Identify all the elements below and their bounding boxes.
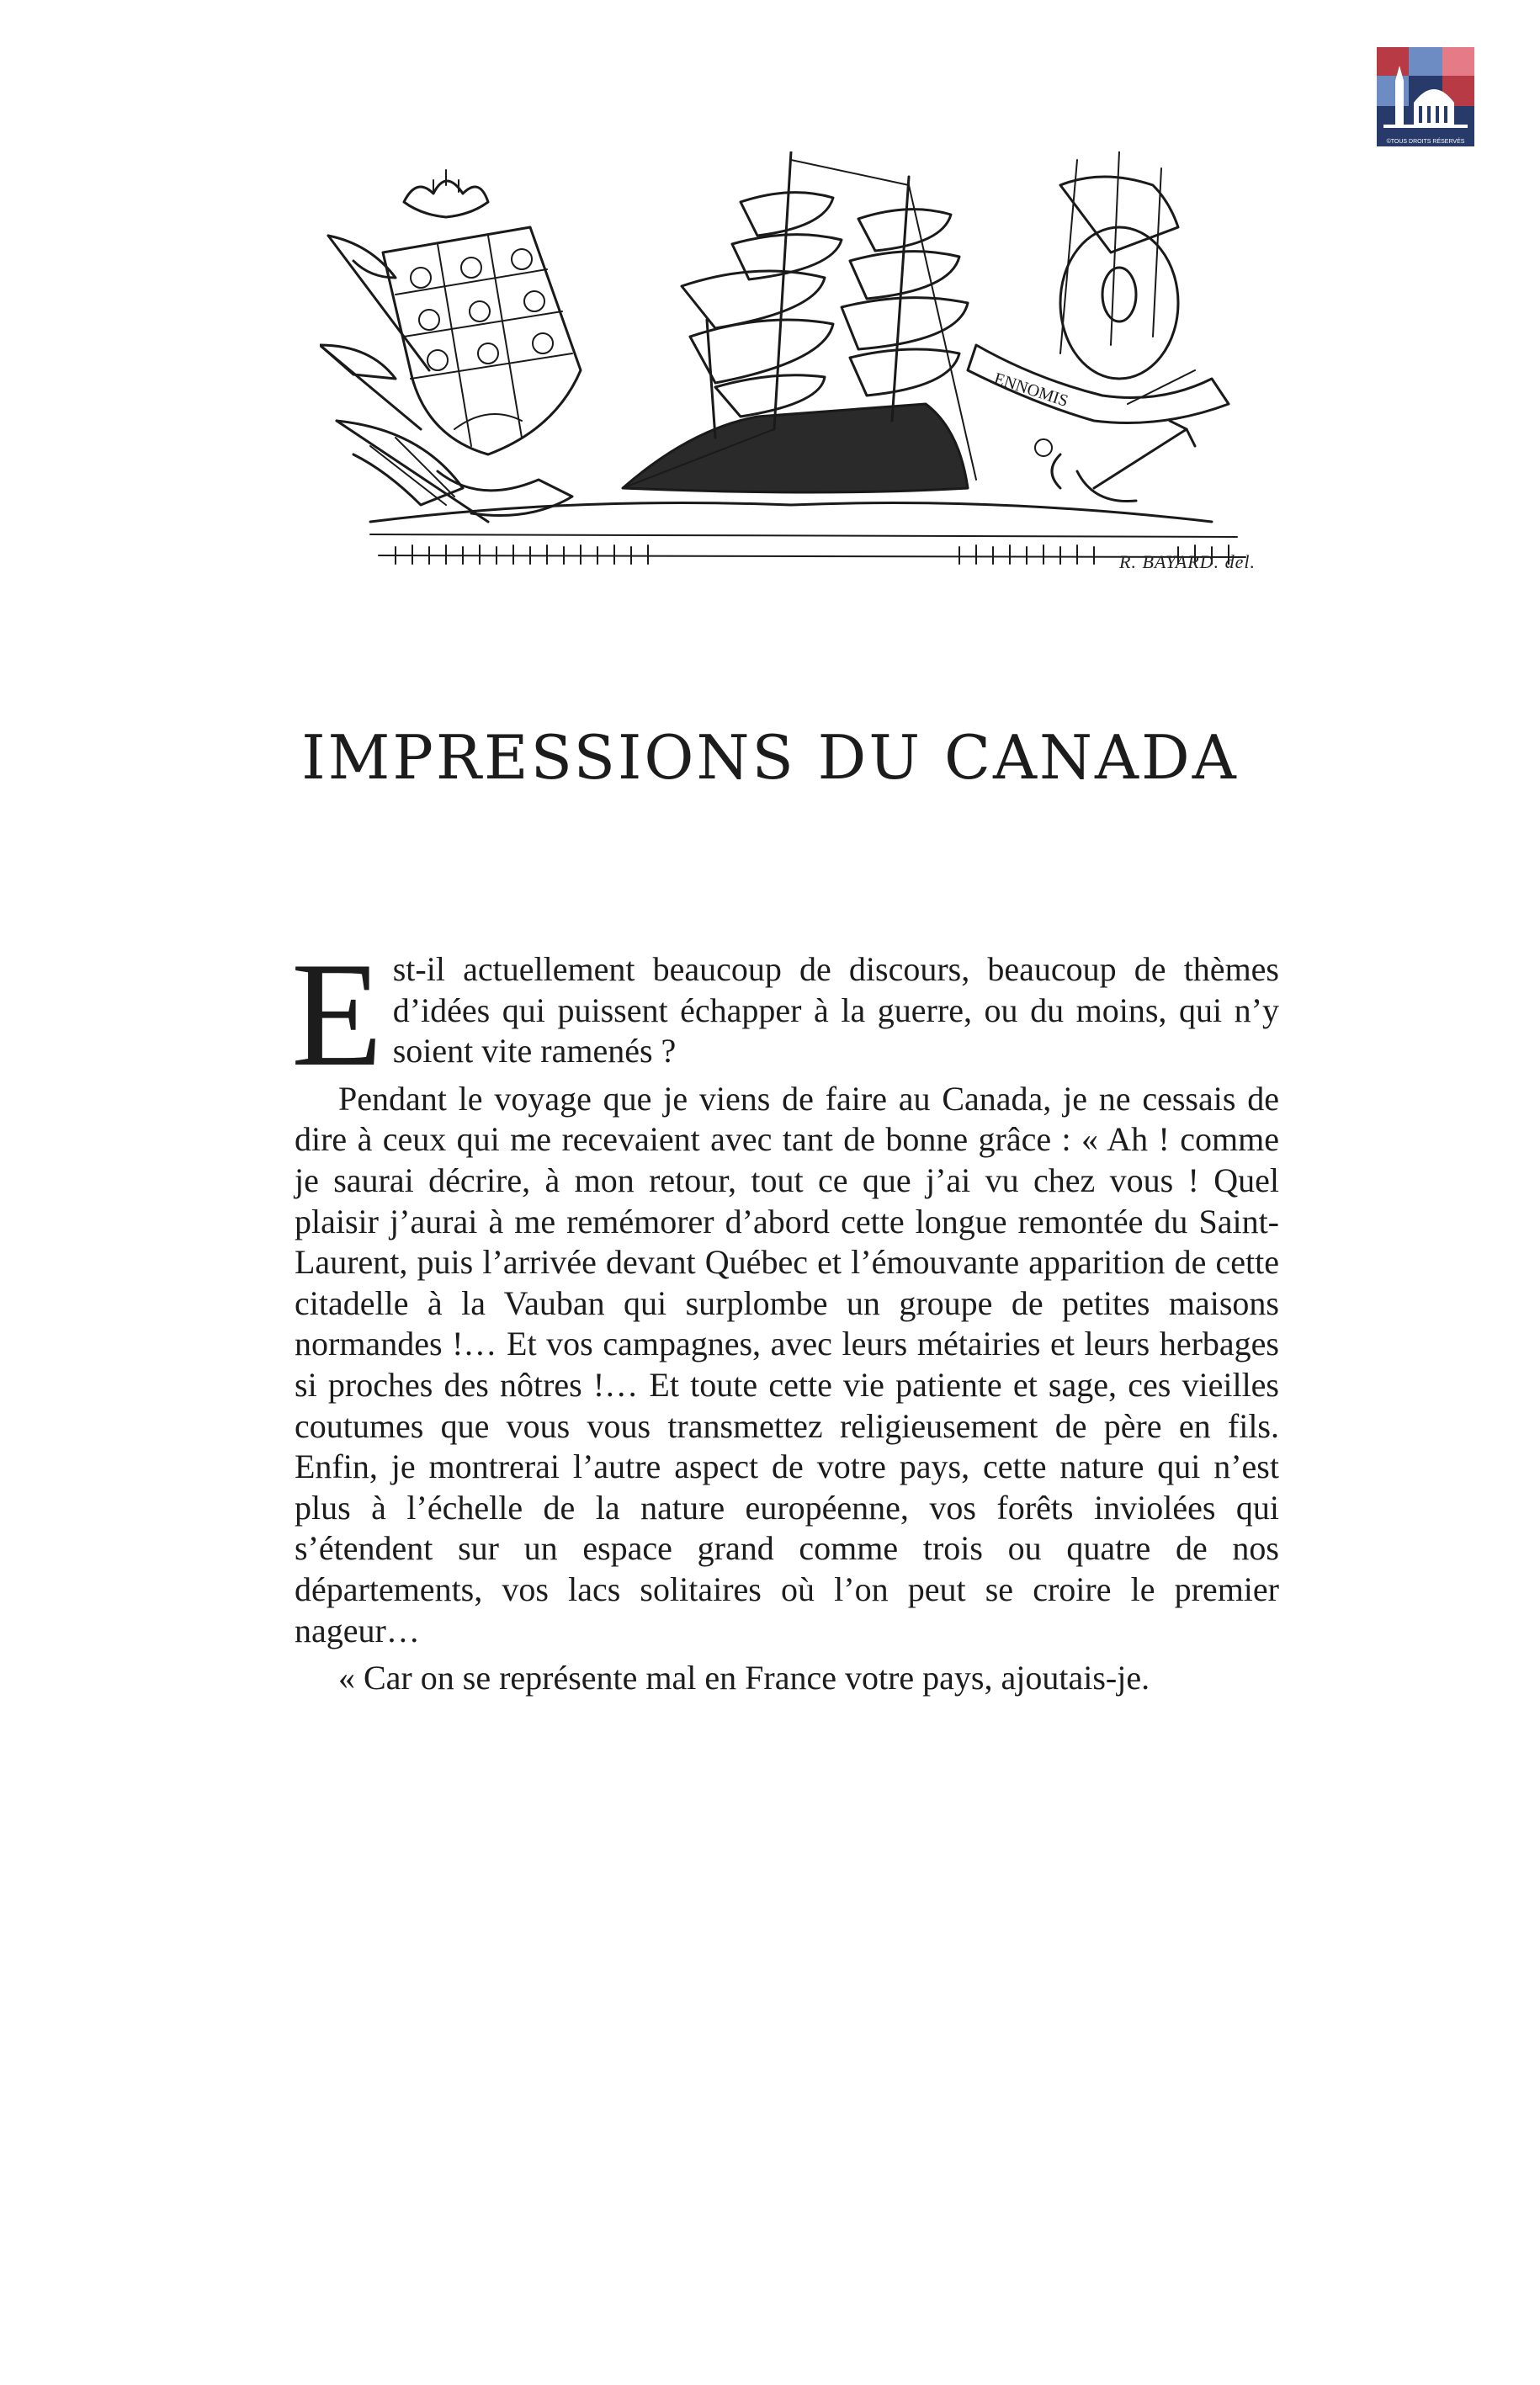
paragraph-1 — [291, 931, 1279, 1097]
logo-caption: ©TOUS DROITS RÉSERVÉS — [1386, 139, 1465, 145]
publisher-logo — [1377, 47, 1474, 146]
coat-of-arms — [383, 170, 581, 516]
drop-cap: E — [291, 931, 383, 1097]
chapter-title: IMPRESSIONS DU CANADA — [301, 722, 1239, 793]
sea-waves — [370, 503, 1245, 565]
paragraph-3: « Car on se représente mal en France votre pays, ajoutais-je. — [338, 1659, 1150, 1697]
header-illustration — [320, 151, 1271, 581]
body-text — [291, 931, 1279, 1699]
left-flags — [320, 236, 488, 522]
right-banner — [968, 151, 1229, 423]
paragraph-2: Pendant le voyage que je viens de faire au Canada, je ne cessais de dire à ceux qui me recevaient avec tant de bonne grâce : « Ah ! comme je saurai décrire, à mon retour, tout ce que j’ai vu chez vous ! Quel plaisir j’aurai à me remémorer d’abord cette longue remontée du Saint-Laurent, puis l’arrivée devant Québec et l’émouvante apparition de cette citadelle à la Vauban qui surplombe un groupe de petites maisons normandes !… Et vos campagnes, avec leurs métairies et leurs herbages si proches des nôtres !… Et toute cette vie patiente et sage, ces vieilles coutumes que vous vous transmettez religieusement de père en fils. Enfin, je montrerai l’autre aspect de votre pays, cette nature qui n’est plus à l’échelle de la nature européenne, vos forêts inviolées qui s’étendent sur un espace grand comme trois ou quatre de nos départements, vos lacs solitaires où l’on peut se croire le premier nageur… — [295, 1079, 1279, 1649]
sailing-ship — [623, 151, 976, 492]
paragraph-1-text: st-il actuellement beaucoup de discours, beaucoup de thèmes d’idées qui puissent échapper à la guerre, ou du moins, qui n’y soient vite ramenés ? — [392, 950, 1279, 1070]
banner-text: ENNOMIS — [991, 369, 1070, 411]
artist-signature: R. BAYARD. del. — [1119, 551, 1256, 572]
